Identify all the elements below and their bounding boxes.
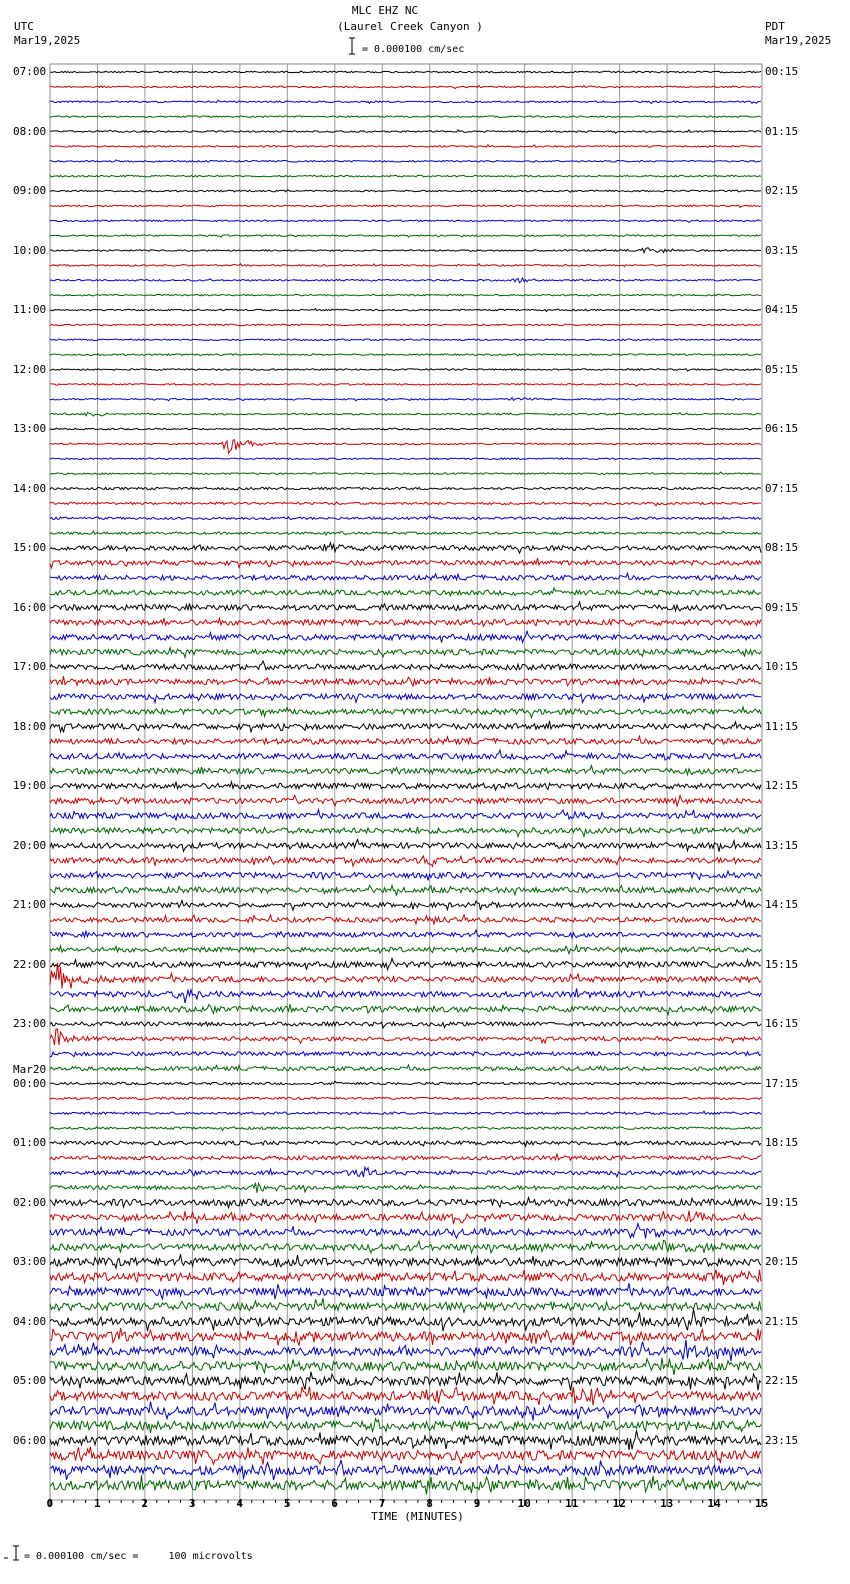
left-date: Mar19,2025	[14, 34, 81, 47]
trace-51	[50, 827, 761, 837]
trace-68	[50, 1081, 761, 1085]
trace-74	[50, 1167, 761, 1177]
trace-43	[50, 707, 761, 718]
trace-1	[50, 85, 761, 88]
trace-29	[50, 502, 761, 506]
pdt-hour-label: 07:15	[765, 481, 799, 495]
pdt-hour-label: 16:15	[765, 1017, 799, 1030]
trace-90	[50, 1402, 761, 1421]
trace-41	[50, 676, 761, 686]
utc-hour-label: 18:00	[13, 719, 47, 733]
trace-92	[50, 1430, 761, 1450]
trace-17	[50, 324, 761, 326]
x-tick-label: 4	[236, 1497, 243, 1510]
pdt-hour-label: 08:15	[765, 541, 799, 554]
pdt-hour-label: 01:15	[765, 124, 799, 138]
trace-73	[50, 1154, 761, 1160]
trace-34	[50, 573, 761, 580]
trace-64	[50, 1022, 761, 1028]
trace-9	[50, 205, 761, 207]
x-tick-label: 0	[46, 1497, 54, 1510]
trace-75	[50, 1183, 761, 1193]
date-change-label: Mar20	[13, 1062, 47, 1076]
trace-25	[50, 440, 761, 453]
pdt-hour-label: 02:15	[765, 184, 799, 197]
left-timezone: UTC	[14, 20, 34, 33]
right-timezone: PDT	[765, 20, 785, 33]
trace-59	[50, 945, 761, 953]
pdt-hour-label: 14:15	[765, 898, 799, 911]
minute-gridlines	[50, 64, 762, 1500]
trace-88	[50, 1372, 761, 1391]
trace-5	[50, 145, 761, 147]
trace-52	[50, 840, 761, 852]
utc-hour-label: 17:00	[13, 660, 47, 673]
utc-hour-label: 01:00	[13, 1136, 47, 1149]
trace-18	[50, 339, 761, 341]
trace-46	[50, 750, 761, 760]
pdt-hour-label: 04:15	[765, 303, 799, 316]
utc-hour-label: 11:00	[13, 303, 47, 316]
trace-7	[50, 175, 761, 177]
footer-scale-bar-icon	[2, 1544, 22, 1562]
trace-95	[50, 1475, 761, 1494]
trace-33	[50, 558, 761, 568]
utc-hour-label: 12:00	[13, 362, 47, 376]
trace-20	[50, 369, 761, 371]
utc-hour-label: 13:00	[13, 422, 47, 435]
utc-hour-label: 22:00	[13, 957, 47, 971]
trace-8	[50, 190, 761, 192]
x-tick-label: 14	[707, 1497, 721, 1510]
trace-36	[50, 602, 761, 611]
trace-91	[50, 1419, 761, 1433]
trace-44	[50, 721, 761, 732]
utc-hour-label: 16:00	[13, 600, 47, 614]
x-tick-label: 2	[141, 1497, 149, 1510]
pdt-hour-label: 17:15	[765, 1076, 799, 1090]
trace-78	[50, 1224, 761, 1239]
trace-13	[50, 264, 761, 267]
pdt-hour-label: 10:15	[765, 660, 799, 673]
trace-3	[50, 116, 761, 118]
trace-63	[50, 1004, 761, 1015]
trace-0	[50, 71, 761, 73]
trace-45	[50, 736, 761, 744]
pdt-hour-label: 13:15	[765, 838, 799, 852]
pdt-hour-label: 11:15	[765, 719, 799, 733]
trace-58	[50, 930, 761, 938]
trace-69	[50, 1097, 761, 1099]
trace-47	[50, 766, 761, 775]
trace-60	[50, 958, 761, 969]
seismic-traces	[50, 71, 761, 1494]
x-tick-label: 8	[426, 1497, 433, 1510]
trace-16	[50, 309, 761, 312]
trace-76	[50, 1198, 761, 1209]
pdt-hour-label: 22:15	[765, 1374, 799, 1387]
trace-48	[50, 782, 761, 790]
pdt-hour-label: 09:15	[765, 600, 799, 614]
trace-32	[50, 543, 761, 553]
trace-80	[50, 1254, 761, 1268]
trace-79	[50, 1240, 761, 1252]
trace-10	[50, 220, 761, 223]
trace-30	[50, 516, 761, 520]
right-date: Mar19,2025	[765, 34, 832, 47]
trace-94	[50, 1460, 761, 1480]
scale-bar-icon	[347, 37, 357, 55]
station-location: (Laurel Creek Canyon )	[337, 20, 483, 33]
pdt-hour-label: 06:15	[765, 422, 799, 435]
trace-87	[50, 1358, 761, 1375]
x-axis-label: TIME (MINUTES)	[371, 1510, 464, 1523]
trace-38	[50, 631, 761, 642]
x-tick-label: 5	[283, 1497, 291, 1510]
trace-22	[50, 398, 761, 401]
trace-24	[50, 428, 761, 430]
utc-hour-label: 06:00	[13, 1433, 47, 1447]
trace-57	[50, 915, 761, 924]
trace-55	[50, 885, 761, 895]
x-axis-ticks	[50, 1500, 762, 1506]
trace-50	[50, 810, 761, 821]
trace-27	[50, 472, 761, 474]
trace-49	[50, 795, 761, 806]
utc-hour-label: 05:00	[13, 1374, 47, 1387]
x-tick-label: 1	[93, 1497, 101, 1510]
trace-86	[50, 1340, 761, 1361]
trace-28	[50, 487, 761, 489]
pdt-hour-label: 20:15	[765, 1255, 799, 1268]
trace-93	[50, 1447, 761, 1465]
trace-85	[50, 1328, 761, 1345]
trace-42	[50, 694, 761, 703]
utc-hour-label: 03:00	[13, 1255, 47, 1268]
utc-hour-label: 08:00	[13, 124, 47, 138]
trace-31	[50, 531, 761, 535]
pdt-hour-label: 21:15	[765, 1314, 799, 1328]
trace-56	[50, 900, 761, 910]
trace-40	[50, 661, 761, 670]
pdt-hour-label: 19:15	[765, 1195, 799, 1209]
trace-72	[50, 1141, 761, 1146]
trace-71	[50, 1127, 761, 1130]
pdt-hour-label: 12:15	[765, 779, 799, 792]
pdt-hour-label: 00:15	[765, 65, 799, 78]
utc-hour-label: 23:00	[13, 1017, 47, 1030]
trace-65	[50, 1029, 761, 1045]
trace-6	[50, 160, 761, 162]
x-tick-label: 9	[473, 1497, 481, 1510]
trace-14	[50, 278, 761, 283]
x-tick-label: 13	[660, 1497, 674, 1510]
utc-hour-label: 09:00	[13, 184, 47, 197]
utc-hour-label: 15:00	[13, 541, 47, 554]
trace-21	[50, 384, 761, 387]
trace-12	[50, 248, 761, 253]
trace-89	[50, 1387, 761, 1406]
trace-26	[50, 458, 761, 460]
trace-35	[50, 588, 761, 596]
trace-4	[50, 130, 761, 133]
footer-scale-label: = 0.000100 cm/sec = 100 microvolts	[24, 1551, 253, 1562]
pdt-hour-label: 18:15	[765, 1136, 799, 1149]
station-title: MLC EHZ NC	[351, 4, 419, 17]
x-tick-label: 12	[612, 1497, 626, 1510]
pdt-hour-label: 23:15	[765, 1433, 799, 1447]
trace-67	[50, 1065, 761, 1071]
trace-39	[50, 647, 761, 657]
trace-54	[50, 871, 761, 880]
utc-hour-label: 02:00	[13, 1195, 47, 1209]
x-tick-label: 10	[517, 1497, 531, 1510]
trace-11	[50, 235, 761, 237]
utc-hour-label: 04:00	[13, 1314, 47, 1328]
trace-53	[50, 856, 761, 866]
trace-23	[50, 412, 761, 416]
x-tick-label: 3	[188, 1497, 196, 1510]
trace-84	[50, 1309, 761, 1331]
trace-83	[50, 1298, 761, 1312]
pdt-hour-label: 03:15	[765, 243, 799, 257]
trace-37	[50, 618, 761, 626]
trace-62	[50, 988, 761, 1002]
trace-81	[50, 1270, 761, 1285]
x-tick-label: 7	[378, 1497, 386, 1510]
utc-hour-label: 14:00	[13, 481, 47, 495]
utc-hour-label: 10:00	[13, 243, 47, 257]
trace-15	[50, 294, 761, 296]
x-tick-label: 15	[755, 1497, 769, 1510]
scale-label: = 0.000100 cm/sec	[362, 44, 465, 55]
utc-hour-label: 20:00	[13, 838, 47, 852]
utc-hour-label: 07:00	[13, 65, 47, 78]
pdt-hour-label: 05:15	[765, 362, 799, 376]
trace-66	[50, 1052, 761, 1057]
trace-77	[50, 1211, 761, 1225]
utc-hour-label: 00:00	[13, 1076, 47, 1090]
trace-19	[50, 354, 761, 356]
pdt-hour-label: 15:15	[765, 957, 799, 971]
utc-hour-label: 19:00	[13, 779, 47, 792]
trace-70	[50, 1111, 761, 1115]
x-tick-label: 11	[565, 1497, 579, 1510]
x-tick-label: 6	[331, 1497, 338, 1510]
utc-hour-label: 21:00	[13, 898, 47, 911]
plot-frame	[50, 64, 762, 1500]
trace-82	[50, 1283, 761, 1299]
trace-2	[50, 100, 761, 103]
